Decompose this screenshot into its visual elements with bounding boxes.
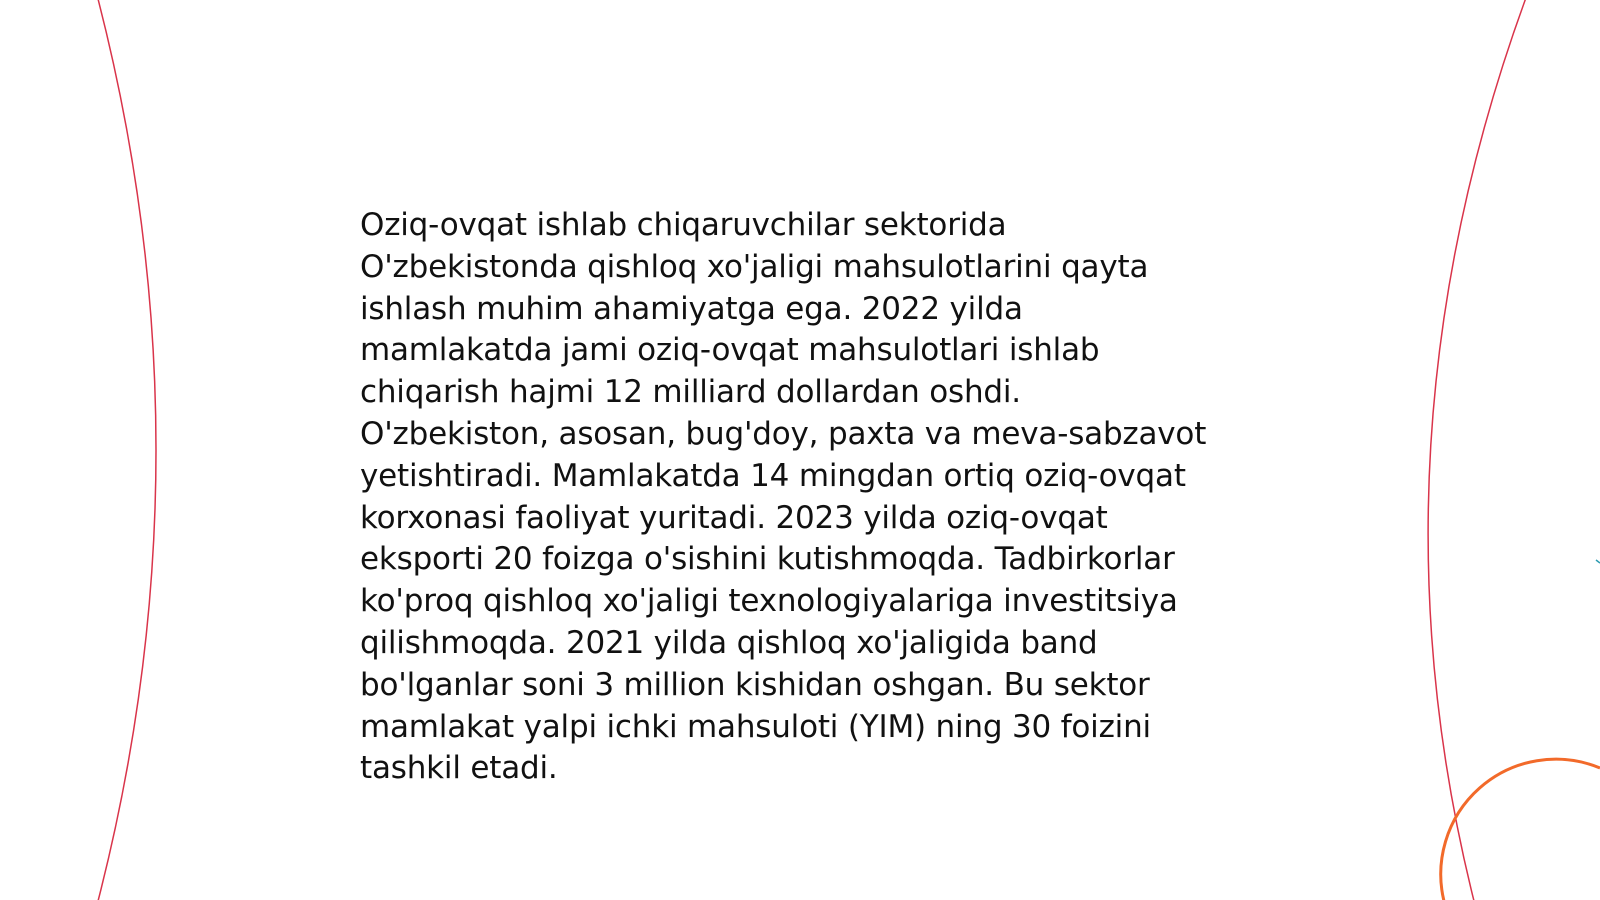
body-line: tashkil etadi. [360, 750, 558, 787]
body-line: ishlash muhim ahamiyatga ega. 2022 yilda [360, 290, 1023, 327]
left-arc [97, 0, 156, 900]
small-tick [1596, 560, 1600, 563]
body-line: mamlakat yalpi ichki mahsuloti (YIM) ning 30 foizini [360, 708, 1151, 745]
orange-circle-arc [1441, 759, 1600, 900]
body-line: yetishtiradi. Mamlakatda 14 mingdan ortiq oziq-ovqat [360, 457, 1186, 494]
body-line: qilishmoqda. 2021 yilda qishloq xo'jaligida band [360, 624, 1098, 661]
right-arc [1428, 0, 1527, 900]
body-line: O'zbekiston, asosan, bug'doy, paxta va meva-sabzavot [360, 415, 1207, 452]
body-line: bo'lganlar soni 3 million kishidan oshgan. Bu sektor [360, 666, 1150, 703]
body-line: O'zbekistonda qishloq xo'jaligi mahsulotlarini qayta [360, 248, 1149, 285]
body-line: mamlakatda jami oziq-ovqat mahsulotlari ishlab [360, 332, 1100, 369]
body-line: Oziq-ovqat ishlab chiqaruvchilar sektorida [360, 207, 1007, 243]
body-line: chiqarish hajmi 12 milliard dollardan oshdi. [360, 374, 1021, 411]
body-line: korxonasi faoliyat yuritadi. 2023 yilda oziq-ovqat [360, 499, 1108, 536]
body-paragraph [360, 205, 1250, 790]
body-line: eksporti 20 foizga o'sishini kutishmoqda. Tadbirkorlar [360, 541, 1175, 578]
body-line: ko'proq qishloq xo'jaligi texnologiyalariga investitsiya [360, 583, 1178, 620]
